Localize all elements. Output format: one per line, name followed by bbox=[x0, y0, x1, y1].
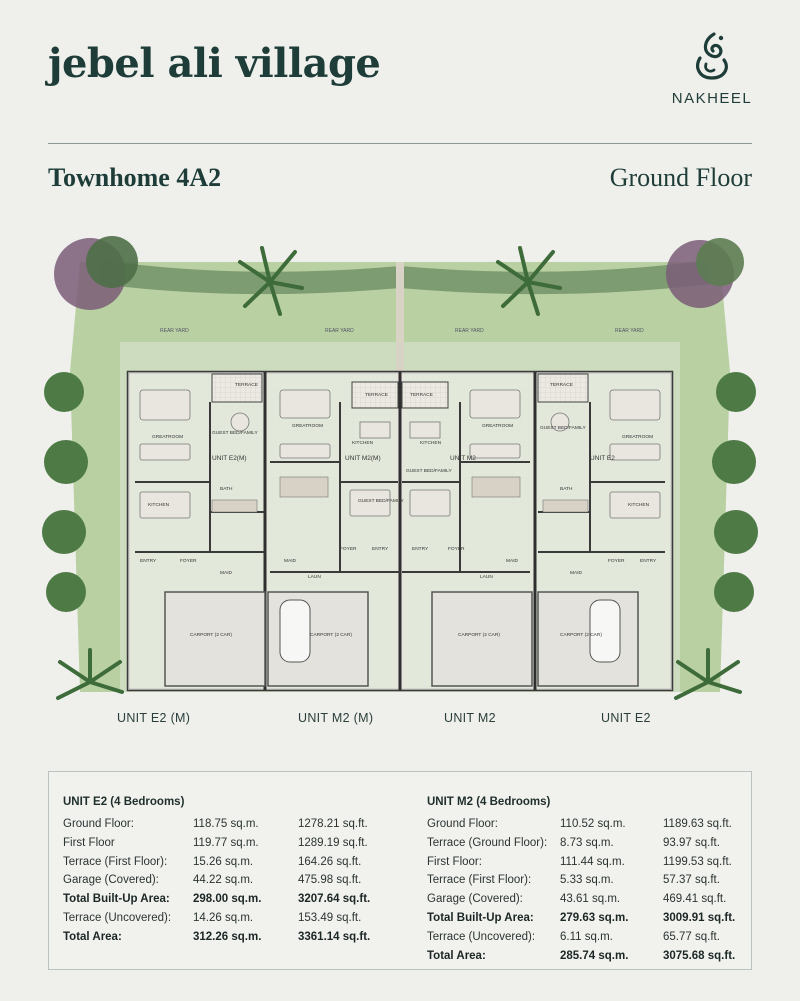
floor-plan bbox=[40, 222, 760, 712]
unit-label: UNIT M2 (M) bbox=[298, 711, 374, 725]
greatroom-label: GREATROOM bbox=[482, 424, 514, 429]
bath-label: BATH bbox=[560, 487, 573, 492]
unit-labels bbox=[0, 711, 800, 731]
carport-label: CARPORT (2 CAR) bbox=[310, 633, 352, 638]
guest-bed-label: GUEST BED/FAMILY bbox=[540, 426, 586, 431]
table-row: Terrace (First Floor): 15.26 sq.m. 164.26 sq.ft. bbox=[63, 855, 362, 868]
unit-m2-plan-label: UNIT M2 bbox=[450, 455, 476, 462]
floor-title: Ground Floor bbox=[609, 163, 752, 192]
kitchen-label: KITCHEN bbox=[352, 441, 374, 446]
maid-label: MAID bbox=[506, 559, 518, 564]
entry-label: ENTRY bbox=[412, 547, 429, 552]
table-heading: UNIT E2 (4 Bedrooms) bbox=[63, 796, 185, 808]
terrace-label: TERRACE bbox=[550, 383, 573, 388]
unit-type-title: Townhome 4A2 bbox=[48, 163, 222, 192]
greatroom-label: GREATROOM bbox=[292, 424, 324, 429]
foyer-label: FOYER bbox=[180, 559, 197, 564]
area-schedule bbox=[48, 771, 752, 970]
brand-title: jebel ali village bbox=[48, 40, 381, 87]
table-row: Ground Floor: 118.75 sq.m. 1278.21 sq.ft. bbox=[63, 818, 368, 830]
rear-yard-label: REAR YARD bbox=[160, 328, 189, 334]
bath-label: BATH bbox=[220, 487, 233, 492]
guest-bed-label: GUEST BED/FAMILY bbox=[406, 469, 452, 474]
table-row: First Floor 119.77 sq.m. 1289.19 sq.ft. bbox=[63, 836, 368, 849]
unit-m2-area-table bbox=[427, 796, 758, 965]
greatroom-label: GREATROOM bbox=[152, 435, 184, 440]
laundry-label: LAUN bbox=[308, 575, 321, 580]
unit-label: UNIT M2 bbox=[444, 711, 496, 725]
greatroom-label: GREATROOM bbox=[622, 435, 654, 440]
nakheel-logo bbox=[664, 30, 760, 107]
table-row: Terrace (Uncovered): 6.11 sq.m. 65.77 sq.ft. bbox=[427, 930, 720, 943]
carport-label: CARPORT (2 CAR) bbox=[190, 633, 232, 638]
table-row: Ground Floor: 110.52 sq.m. 1189.63 sq.ft. bbox=[427, 818, 732, 830]
table-row: Garage (Covered): 43.61 sq.m. 469.41 sq.ft. bbox=[427, 893, 727, 906]
rear-yard-label: REAR YARD bbox=[455, 328, 484, 334]
table-row: Terrace (Ground Floor): 8.73 sq.m. 93.97 sq.ft. bbox=[427, 836, 720, 849]
rear-yard-label: REAR YARD bbox=[325, 328, 354, 334]
carport-label: CARPORT (2 CAR) bbox=[560, 633, 602, 638]
foyer-label: FOYER bbox=[340, 547, 357, 552]
kitchen-label: KITCHEN bbox=[420, 441, 442, 446]
table-row: First Floor: 111.44 sq.m. 1199.53 sq.ft. bbox=[427, 855, 732, 868]
table-row-total-built-up: Total Built-Up Area: 298.00 sq.m. 3207.64 sq.ft. bbox=[63, 893, 371, 906]
foyer-label: FOYER bbox=[448, 547, 465, 552]
table-row-total-area: Total Area: 285.74 sq.m. 3075.68 sq.ft. bbox=[427, 949, 736, 962]
maid-label: MAID bbox=[220, 571, 232, 576]
header-divider bbox=[48, 143, 752, 144]
entry-label: ENTRY bbox=[640, 559, 657, 564]
entry-label: ENTRY bbox=[372, 547, 389, 552]
table-row: Terrace (Uncovered): 14.26 sq.m. 153.49 sq.ft. bbox=[63, 911, 362, 924]
terrace-label: TERRACE bbox=[365, 393, 388, 398]
carport-label: CARPORT (2 CAR) bbox=[458, 633, 500, 638]
nakheel-palm-logo-icon bbox=[690, 30, 734, 88]
unit-label: UNIT E2 (M) bbox=[117, 711, 191, 725]
kitchen-label: KITCHEN bbox=[628, 503, 650, 508]
foyer-label: FOYER bbox=[608, 559, 625, 564]
unit-m2m-plan-label: UNIT M2(M) bbox=[345, 455, 381, 462]
guest-bed-label: GUEST BED/FAMILY bbox=[212, 431, 258, 436]
table-row-total-area: Total Area: 312.26 sq.m. 3361.14 sq.ft. bbox=[63, 930, 371, 943]
table-row: Garage (Covered): 44.22 sq.m. 475.98 sq.ft. bbox=[63, 874, 362, 887]
maid-label: MAID bbox=[284, 559, 296, 564]
terrace-label: TERRACE bbox=[410, 393, 433, 398]
logo-text: NAKHEEL bbox=[671, 90, 753, 107]
terrace-label: TERRACE bbox=[235, 383, 258, 388]
unit-label: UNIT E2 bbox=[601, 711, 651, 725]
unit-e2-plan-label: UNIT E2 bbox=[590, 455, 615, 462]
table-heading: UNIT M2 (4 Bedrooms) bbox=[427, 796, 551, 808]
rear-yard-label: REAR YARD bbox=[615, 328, 644, 334]
maid-label: MAID bbox=[570, 571, 582, 576]
unit-e2-area-table bbox=[63, 796, 393, 947]
table-row: Terrace (First Floor): 5.33 sq.m. 57.37 sq.ft. bbox=[427, 874, 720, 887]
kitchen-label: KITCHEN bbox=[148, 503, 170, 508]
laundry-label: LAUN bbox=[480, 575, 493, 580]
guest-bed-label: GUEST BED/FAMILY bbox=[358, 499, 404, 504]
table-row-total-built-up: Total Built-Up Area: 279.63 sq.m. 3009.91 sq.ft. bbox=[427, 911, 736, 924]
entry-label: ENTRY bbox=[140, 559, 157, 564]
unit-e2m-plan-label: UNIT E2(M) bbox=[212, 455, 247, 462]
